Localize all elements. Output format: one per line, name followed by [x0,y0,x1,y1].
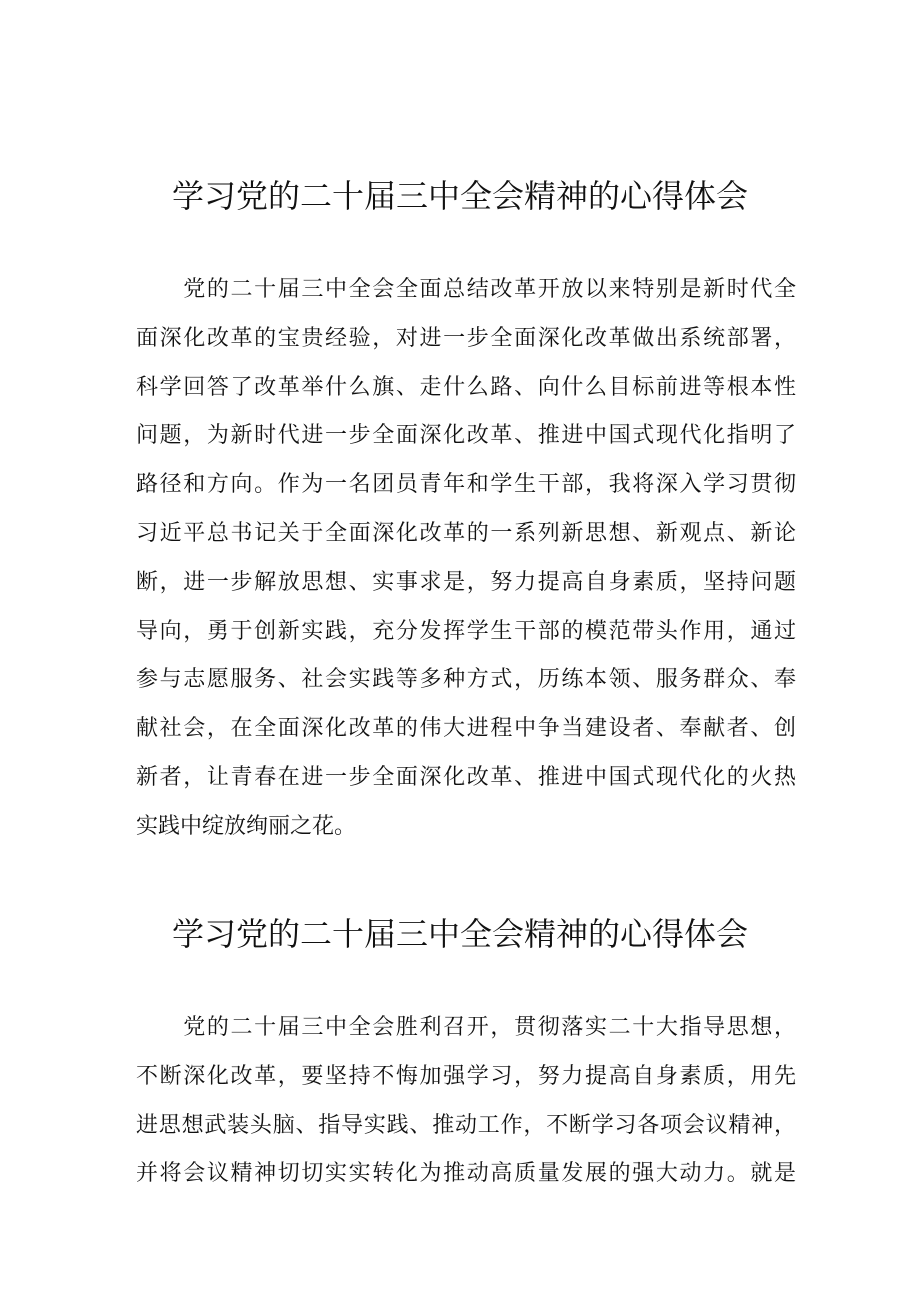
paragraph-line: 进思想武装头脑、指导实践、推动工作，不断学习各项会议精神， [136,1112,796,1138]
section-2-title: 学习党的二十届三中全会精神的心得体会 [171,915,748,953]
paragraph-line: 导向，勇于创新实践，充分发挥学生干部的模范带头作用，通过 [136,618,796,644]
paragraph-line: 不断深化改革，要坚持不悔加强学习，努力提高自身素质，用先 [136,1063,796,1089]
paragraph-line: 面深化改革的宝贵经验，对进一步全面深化改革做出系统部署， [136,325,796,351]
paragraph-line: 党的二十届三中全会全面总结改革开放以来特别是新时代全 [136,277,796,302]
paragraph-line: 新者，让青春在进一步全面深化改革、推进中国式现代化的火热 [136,764,796,790]
section-2-paragraph [136,1004,796,1199]
paragraph-line: 献社会，在全面深化改革的伟大进程中争当建设者、奉献者、创 [136,716,796,742]
paragraph-line: 党的二十届三中全会胜利召开，贯彻落实二十大指导思想， [136,1015,796,1040]
paragraph-line: 实践中绽放绚丽之花。 [136,813,357,839]
paragraph-line: 参与志愿服务、社会实践等多种方式，历练本领、服务群众、奉 [136,667,796,693]
paragraph-line: 科学回答了改革举什么旗、走什么路、向什么目标前进等根本性 [136,374,796,400]
section-1-title: 学习党的二十届三中全会精神的心得体会 [171,177,748,215]
paragraph-line: 习近平总书记关于全面深化改革的一系列新思想、新观点、新论 [136,520,796,546]
section-1-paragraph [136,266,796,852]
paragraph-line: 断，进一步解放思想、实事求是，努力提高自身素质，坚持问题 [136,569,796,595]
paragraph-line: 问题，为新时代进一步全面深化改革、推进中国式现代化指明了 [136,423,796,449]
paragraph-line: 并将会议精神切切实实转化为推动高质量发展的强大动力。就是 [136,1161,796,1187]
paragraph-line: 路径和方向。作为一名团员青年和学生干部，我将深入学习贯彻 [136,472,796,498]
